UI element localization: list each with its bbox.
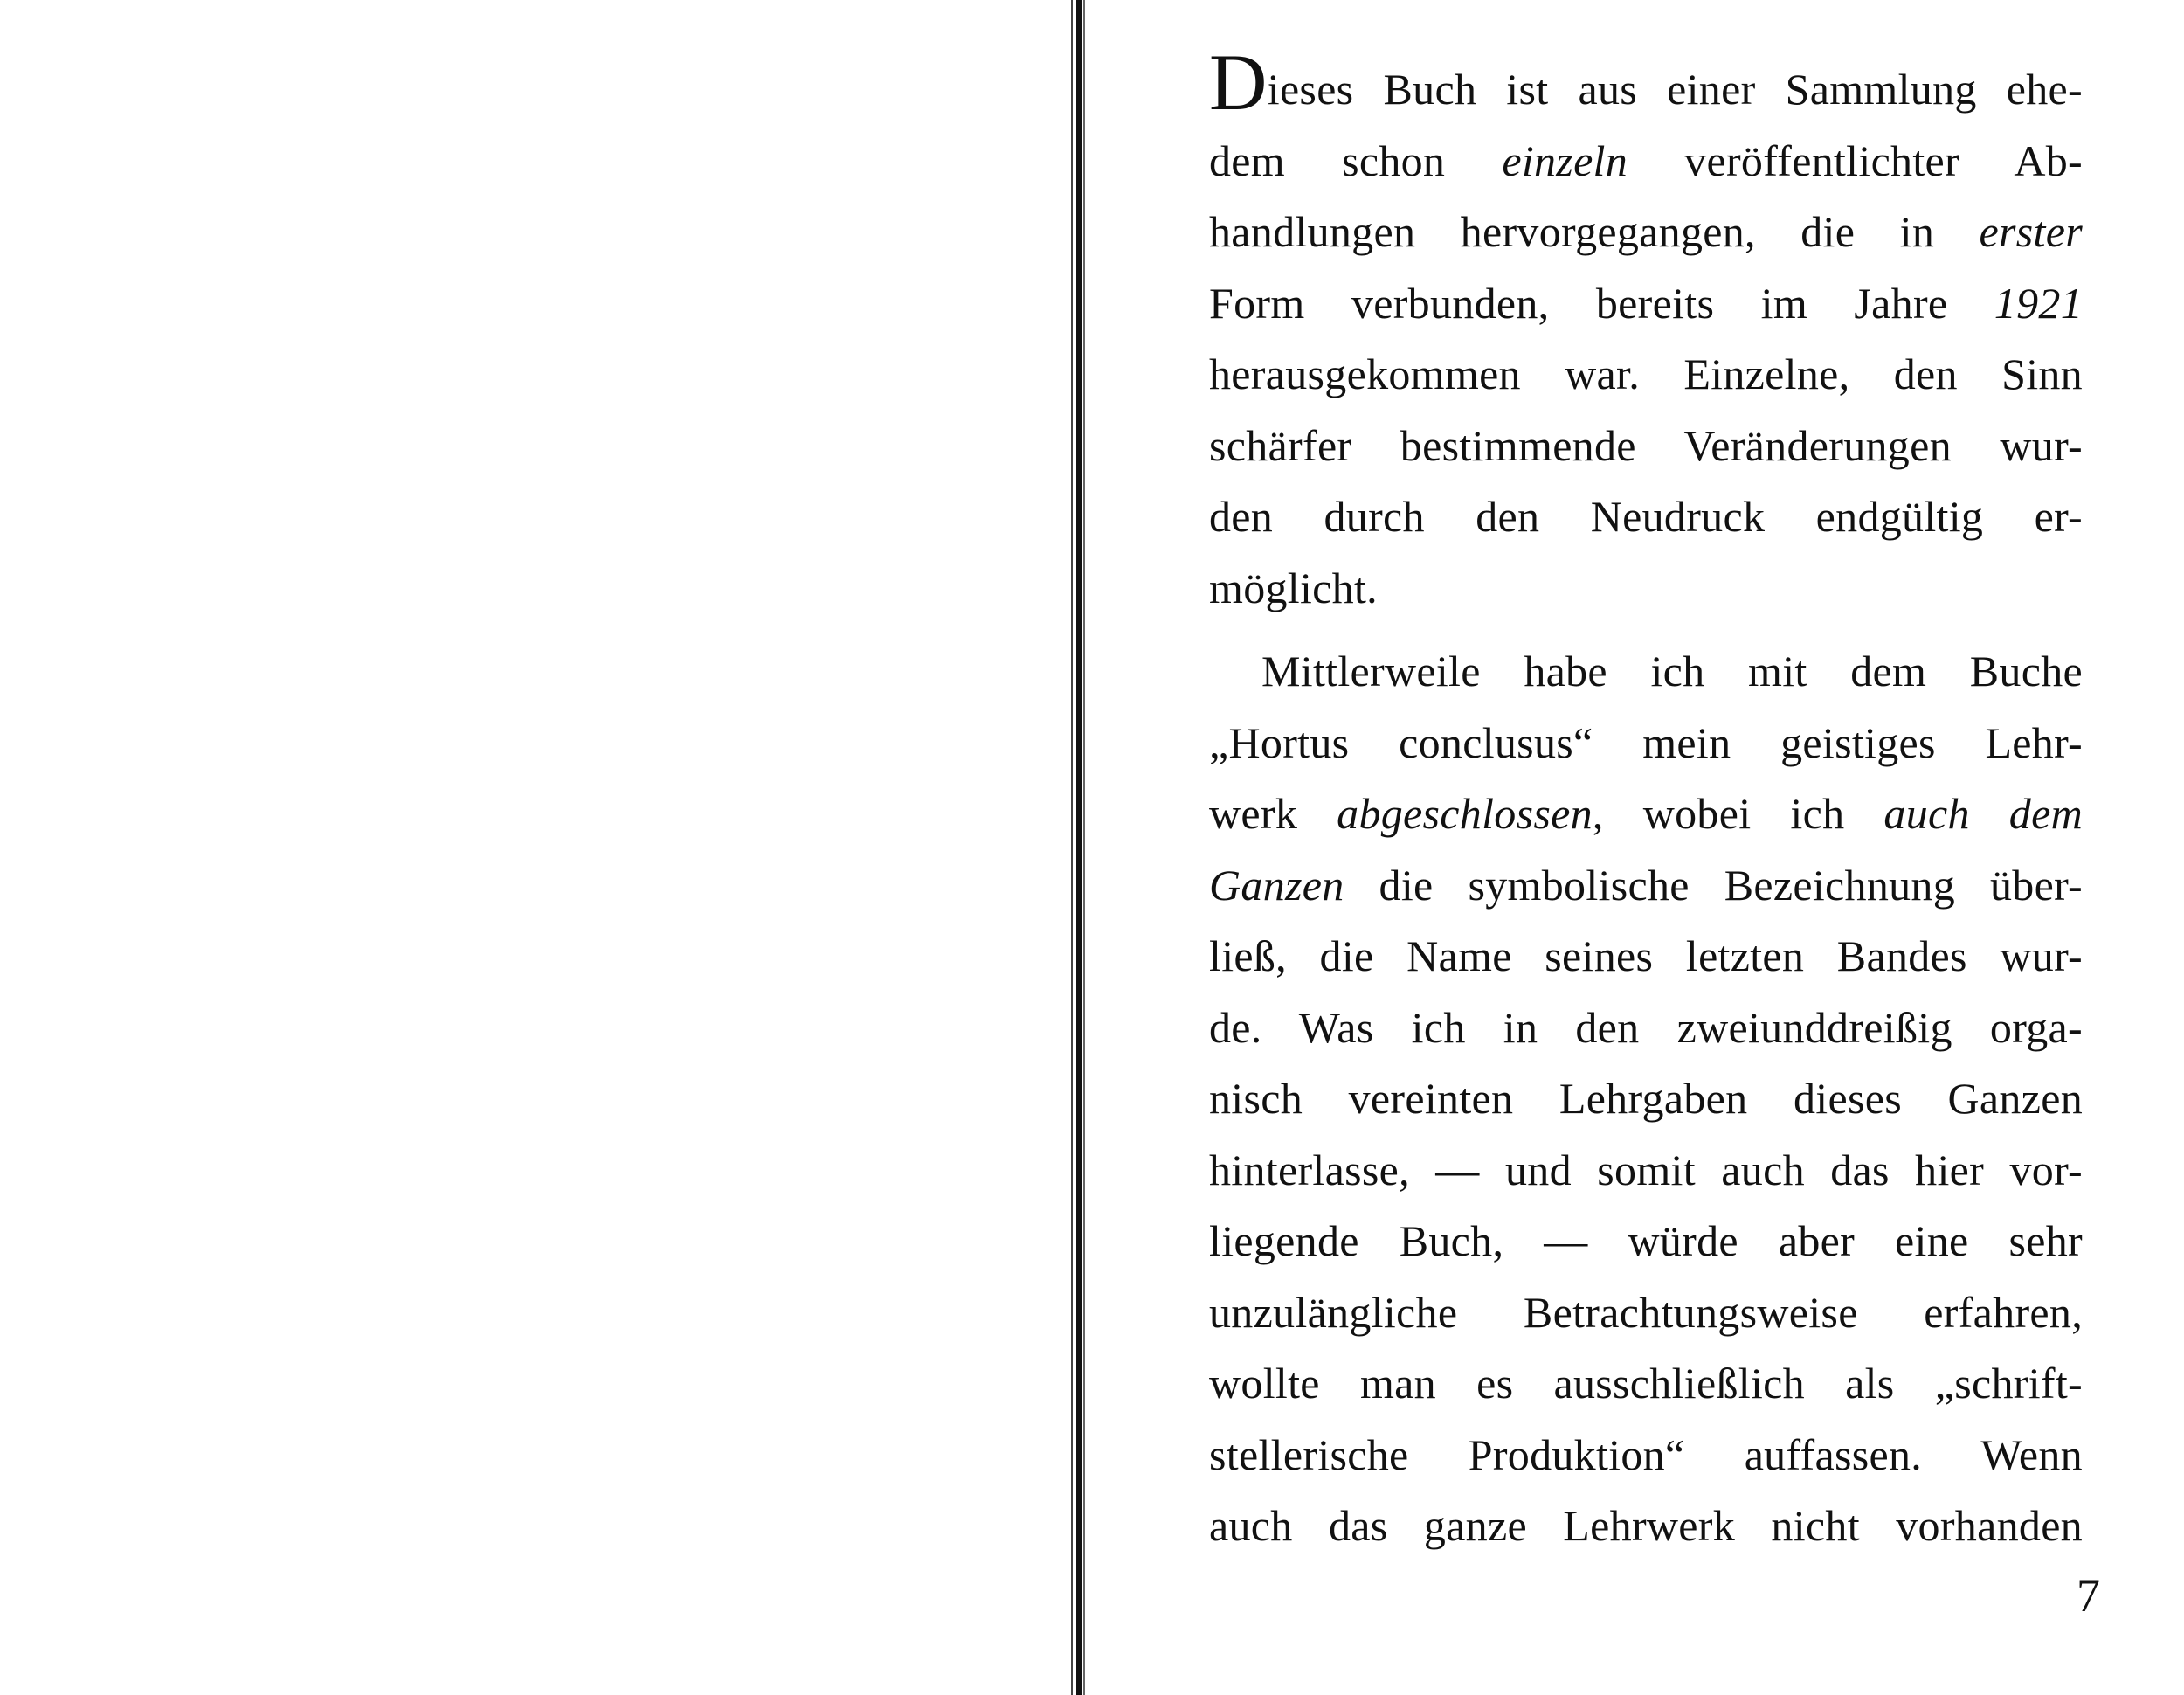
text-line: Form verbunden, bereits im Jahre 1921 xyxy=(1209,278,2083,328)
drop-cap: D xyxy=(1209,38,1268,127)
right-page xyxy=(1095,0,2184,1695)
text-line: schärfer bestimmende Veränderungen wur- xyxy=(1209,420,2083,470)
text-line: dem schon einzeln veröffentlichter Ab- xyxy=(1209,135,2083,185)
text-line: ließ, die Name seines letzten Bandes wur- xyxy=(1209,931,2083,980)
text-line: stellerische Produktion“ auffassen. Wenn xyxy=(1209,1429,2083,1479)
text-line: herausgekommen war. Einzelne, den Sinn xyxy=(1209,349,2083,398)
page-number: 7 xyxy=(2077,1569,2100,1622)
emphasis: 1921 xyxy=(1994,278,2083,328)
text-line: „Hortus conclusus“ mein geistiges Lehr- xyxy=(1209,717,2083,767)
text-line: Mittlerweile habe ich mit dem Buche xyxy=(1261,647,2083,695)
text-line: Dieses Buch ist aus einer Sammlung ehe- xyxy=(1209,38,2083,127)
book-gutter xyxy=(1069,0,1095,1695)
gutter-inner-line xyxy=(1083,0,1085,1695)
text-line: auch das ganze Lehrwerk nicht vorhanden xyxy=(1209,1501,2083,1550)
text-line: de. Was ich in den zweiunddreißig orga- xyxy=(1209,1002,2083,1052)
text-line: werk abgeschlossen, wobei ich auch dem xyxy=(1209,789,2083,838)
text-line: wollte man es ausschließlich als „schrift- xyxy=(1209,1359,2083,1408)
text-line: Ganzen die symbolische Bezeichnung über- xyxy=(1209,860,2083,910)
left-blank-page xyxy=(0,0,1075,1695)
emphasis: abgeschlossen xyxy=(1337,789,1593,838)
text-line: nisch vereinten Lehrgaben dieses Ganzen xyxy=(1209,1074,2083,1123)
text-line: liegende Buch, — würde aber eine sehr xyxy=(1209,1216,2083,1265)
gutter-spine-shadow xyxy=(1076,0,1082,1695)
text-line: handlungen hervorgegangen, die in erster xyxy=(1209,207,2083,256)
paragraph-2 xyxy=(1209,636,2083,1562)
emphasis: auch dem xyxy=(1883,789,2083,838)
emphasis: einzeln xyxy=(1502,135,1628,185)
body-text xyxy=(1209,38,2083,1562)
text-line: hinterlasse, — und somit auch das hier vor- xyxy=(1209,1145,2083,1194)
paragraph-gap xyxy=(1209,624,2083,636)
emphasis: Ganzen xyxy=(1209,860,1344,910)
gutter-edge-line xyxy=(1071,0,1073,1695)
paragraph-1 xyxy=(1209,38,2083,624)
emphasis: erster xyxy=(1979,207,2083,256)
text-line: möglicht. xyxy=(1209,563,1378,612)
text-line: unzulängliche Betrachtungsweise erfahren, xyxy=(1209,1287,2083,1337)
text-line: den durch den Neudruck endgültig er- xyxy=(1209,492,2083,541)
